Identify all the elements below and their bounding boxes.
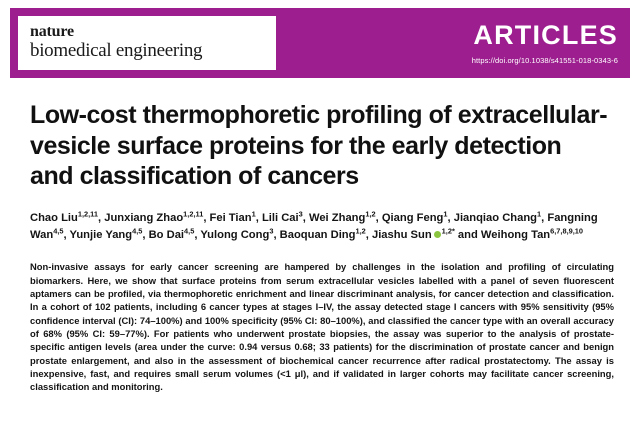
journal-name-series: biomedical engineering [30,40,203,62]
article-content [0,78,640,394]
header-right-block [276,8,630,78]
journal-name-nature: nature [30,22,74,40]
doi-link[interactable]: https://doi.org/10.1038/s41551-018-0343-6 [471,55,618,65]
section-label: ARTICLES [473,19,618,50]
journal-logo [18,16,276,70]
page-title: Low-cost thermophoretic profiling of extracellular-vesicle surface proteins for the early detection and classification of cancers [30,101,608,190]
article-page [0,8,640,429]
journal-header-banner [10,8,630,78]
abstract-text: Non-invasive assays for early cancer screening are hampered by challenges in the isolation and profiling of circulating biomarkers. Here, we show that surface proteins from serum extracellular vesicles labelled with a panel of seven fluorescent aptamers can be profiled, via thermophoretic enrichment and linear discriminant analysis, for cancer detection and classification. In a cohort of 102 patients, including 6 cancer types at stages I–IV, the assay detected stage I cancers with 95% sensitivity (95% confidence interval (CI): 74–100%) and 100% specificity (95% CI: 80–100%), and classified the cancer type with an overall accuracy of 68% (95% CI: 59–77%). For patients who underwent prostate biopsies, the assay was superior to the analysis of prostate-specific antigen levels (area under the curve: 0.94 versus 0.68; 33 patients) for the discrimination of prostate cancer and benign prostate enlargement, and also in the assessment of biochemical cancer recurrence after radical prostatectomy. The assay is inexpensive, fast, and requires small serum volumes (<1 μl), and if validated in larger cohorts may facilitate cancer screening, classification and monitoring. [30,261,614,393]
author-list: Chao Liu$^{1,2,11}$, Junxiang Zhao$^{1,2,11}$, Fei Tian$^1$, Lili Cai$^3$, Wei Zhang$^{1,2}$, Qiang Feng$^1$, Jianqiao Chang$^1$, Fangning Wan$^{4,5}$, Yunjie Yang$^{4,5}$, Bo Dai$^{4,5}$, Yulong Cong$^3$, Baoquan Ding$^{1,2}$, Jiashu Sun $^{1,2*}$ and Weihong Tan$^{6,7,8,9,10}$ [30,208,598,241]
